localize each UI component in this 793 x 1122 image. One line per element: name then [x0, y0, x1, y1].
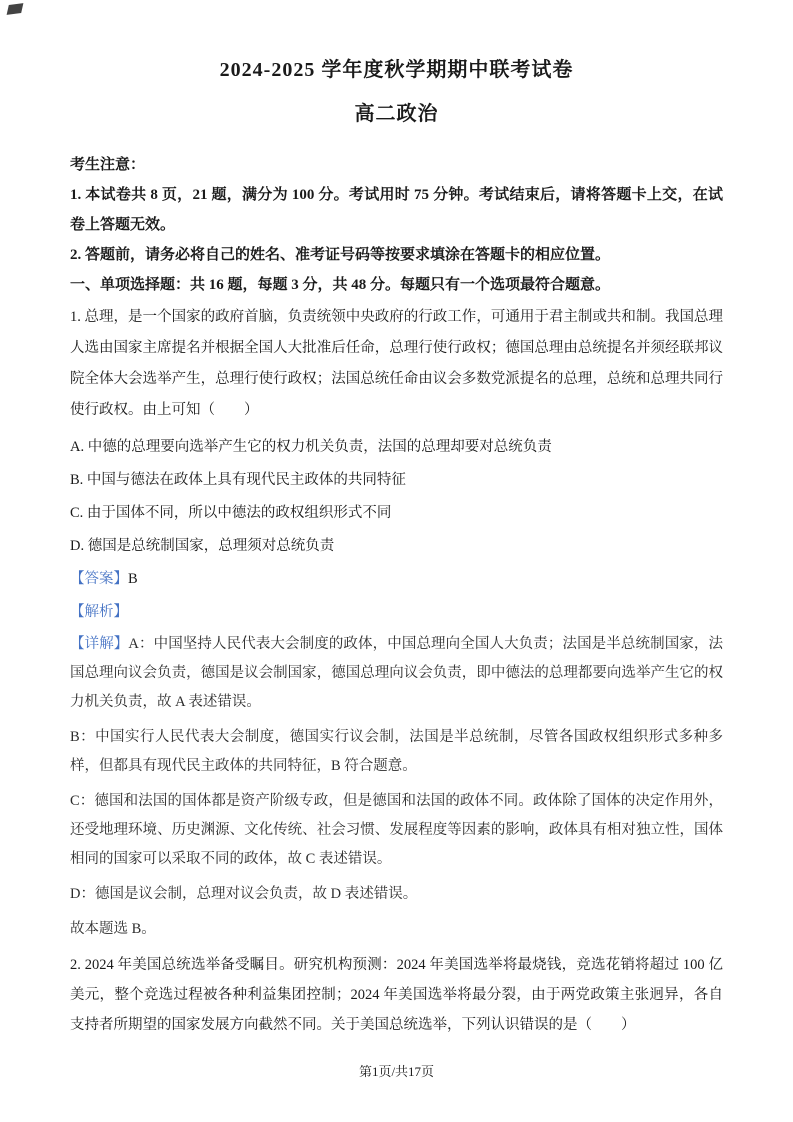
question-1-option-b: B. 中国与德法在政体上具有现代民主政体的共同特征	[70, 472, 406, 488]
notice-item-2: 2. 答题前，请务必将自己的姓名、准考证号码等按要求填涂在答题卡的相应位置。	[70, 247, 611, 263]
question-1-stem: 1. 总理，是一个国家的政府首脑，负责统领中央政府的行政工作，可通用于君主制或共和制。我国总理人选由国家主席提名并根据全国人大批准后任命，总理行使行政权；德国总理由总统提名并须经联邦议院全体大会选举产生，总理行使行政权；法国总统任命由议会多数党派提名的总理，总统和总理共同行使行政权。由上可知（ ）	[70, 309, 723, 418]
question-2-stem: 2. 2024 年美国总统选举备受瞩目。研究机构预测：2024 年美国选举将最烧钱，竞选花销将超过 100 亿美元，整个竞选过程被各种利益集团控制；2024 年美国选举将最分裂，由于两党政策主张迥异，各自支持者所期望的国家发展方向截然不同。关于美国总统选举，下列认识错误的是（ ）	[70, 957, 723, 1033]
notice-item-1: 1. 本试卷共 8 页，21 题，满分为 100 分。考试用时 75 分钟。考试结束后，请将答题卡上交，在试卷上答题无效。	[70, 187, 723, 233]
page-number-footer: 第1页/共17页	[358, 1064, 435, 1079]
exam-title: 2024-2025 学年度秋学期期中联考试卷	[219, 59, 574, 81]
detail-paragraph-b: B：中国实行人民代表大会制度，德国实行议会制，法国是半总统制，尽管各国政权组织形式多种多样，但都具有现代民主政体的共同特征，B 符合题意。	[70, 729, 723, 774]
answer-label: 【答案】	[70, 571, 128, 587]
analysis-label: 【解析】	[70, 604, 128, 620]
detail-paragraph-a	[70, 630, 723, 717]
answer-value: B	[128, 571, 138, 587]
analysis-line	[70, 600, 723, 624]
notice-heading: 考生注意：	[70, 157, 146, 173]
answer-line	[70, 567, 723, 591]
detail-a-text: A：中国坚持人民代表大会制度的政体，中国总理向全国人大负责；法国是半总统制国家，法国总理向议会负责，德国是议会制国家，德国总理向议会负责，即中德法的总理都要向选举产生它的权力机关负责，故 A 表述错误。	[70, 636, 724, 710]
question-1-option-c: C. 由于国体不同，所以中德法的政权组织形式不同	[70, 505, 392, 521]
detail-paragraph-c: C：德国和法国的国体都是资产阶级专政，但是德国和法国的政体不同。政体除了国体的决定作用外，还受地理环境、历史渊源、文化传统、社会习惯、发展程度等因素的影响，政体具有相对独立性，国体相同的国家可以采取不同的政体，故 C 表述错误。	[70, 793, 723, 867]
conclusion-line: 故本题选 B。	[70, 921, 156, 937]
detail-paragraph-d: D：德国是议会制，总理对议会负责，故 D 表述错误。	[70, 886, 418, 902]
question-1-option-d: D. 德国是总统制国家，总理须对总统负责	[70, 538, 335, 554]
scan-artifact	[7, 3, 24, 15]
detail-label: 【详解】	[70, 636, 129, 652]
section-heading: 一、单项选择题：共 16 题，每题 3 分，共 48 分。每题只有一个选项最符合题意。	[70, 277, 611, 293]
question-1-option-a: A. 中德的总理要向选举产生它的权力机关负责，法国的总理却要对总统负责	[70, 439, 552, 455]
exam-subject-title: 高二政治	[354, 103, 439, 125]
